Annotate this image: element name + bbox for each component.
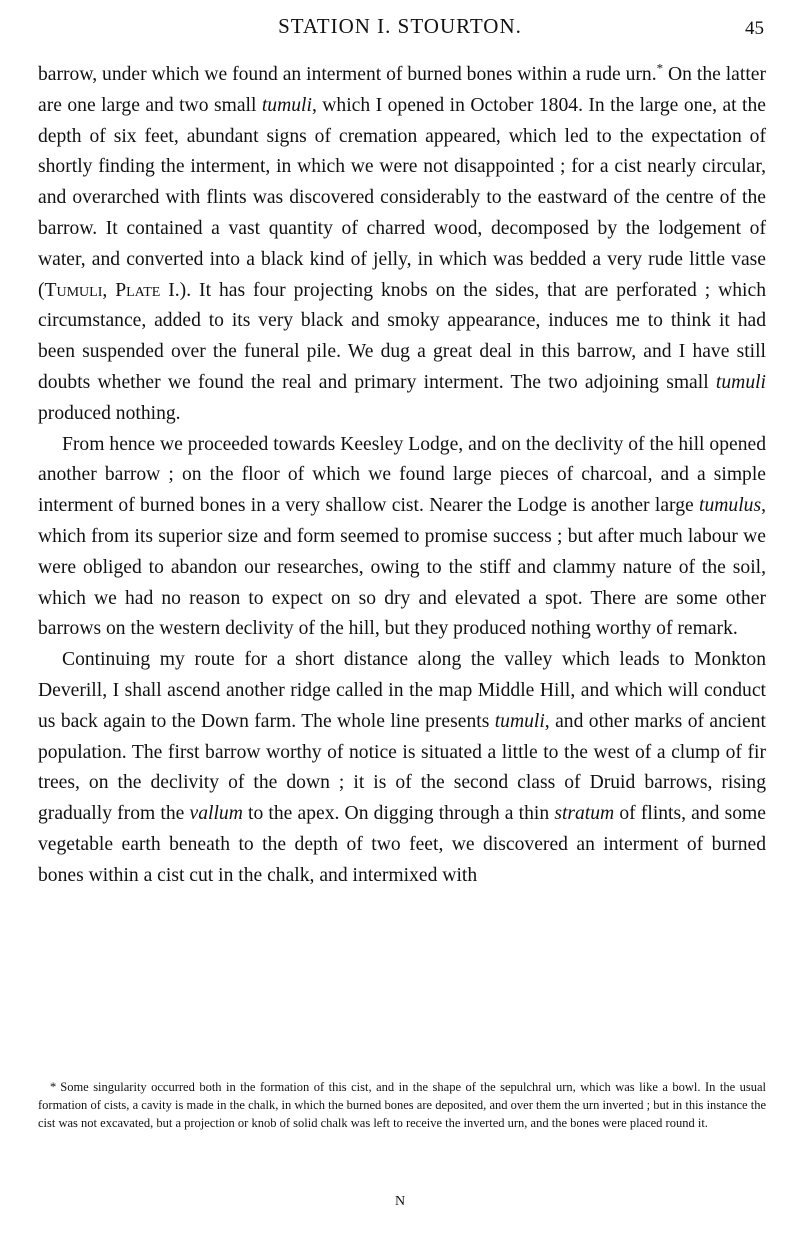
- signature-mark: N: [394, 1194, 406, 1209]
- page-header: [0, 14, 800, 46]
- text-run: barrow, under which we found an interment of burned bones within a rude urn.: [38, 64, 657, 85]
- paragraph: [38, 430, 766, 646]
- footnote-reference: *: [656, 60, 664, 76]
- text-run: , and other marks of ancient population. The first barrow worthy of notice is situated a little to the west of a clump of fir trees, on the declivity of the down ; it is of the second class of Druid barrows, rising gradually from the: [38, 710, 766, 825]
- footnote-marker: *: [50, 1080, 57, 1094]
- text-run: , which from its superior size and form seemed to promise success ; but after much labour we were obliged to abandon our researches, owing to the stiff and clammy nature of the soil, which we had no reason to expect on so dry and elevated a spot. There are some other barrows on the western declivity of the hill, but they produced nothing worthy of remark.: [38, 495, 766, 640]
- italic-term: vallum: [189, 803, 243, 825]
- text-run: to the apex. On digging through a thin: [242, 803, 555, 825]
- italic-term: tumulus: [699, 495, 762, 517]
- footnote-text: Some singularity occurred both in the formation of this cist, and in the shape of the sepulchral urn, which was like a bowl. In the usual formation of cists, a cavity is made in the chalk, in which the burned bones are deposited, and over them the urn inverted ; but in this instance the cist was not excavated, but a projection or knob of solid chalk was left to receive the inverted urn, and the bones were placed round it.: [38, 1080, 766, 1130]
- text-run: of flints, and some vegetable earth beneath to the depth of two feet, we discovered an interment of burned bones within a cist cut in the chalk, and intermixed with: [38, 803, 766, 886]
- italic-term: stratum: [554, 803, 615, 825]
- body-text: [38, 60, 766, 892]
- text-run: , which I opened in October 1804. In the large one, at the depth of six feet, abundant signs of cremation appeared, which led to the expectation of shortly finding the interment, in which we were not disappointed ; for a cist nearly circular, and overarched with flints was discovered considerably to the eastward of the centre of the barrow. It contained a vast quantity of charred wood, decomposed by the lodgement of water, and converted into a black kind of jelly, in which was bedded a very rude little vase (: [38, 94, 766, 301]
- text-run: On the latter are one large and two small: [38, 64, 766, 116]
- paragraph: [38, 60, 766, 430]
- text-run: Continuing my route for a short distance along the valley which leads to Monkton Deverill, I shall ascend another ridge called in the map Middle Hill, and which will conduct us back again to the Down farm. The whole line presents: [38, 649, 766, 732]
- plate-reference: Tumuli, Plate: [44, 279, 161, 301]
- italic-term: tumuli: [261, 94, 312, 116]
- footnote: [38, 1078, 766, 1132]
- page-number: 45: [745, 18, 764, 39]
- italic-term: tumuli: [494, 710, 545, 732]
- text-run: From hence we proceeded towards Keesley Lodge, and on the declivity of the hill opened another barrow ; on the floor of which we found large pieces of charcoal, and a simple interment of burned bones in a very shallow cist. Nearer the Lodge is another large: [38, 433, 766, 517]
- text-run: produced nothing.: [38, 402, 181, 424]
- text-run: I.). It has four projecting knobs on the sides, that are perforated ; which circumstance, added to its very black and smoky appearance, induces me to think it had been suspended over the funeral pile. We dug a great deal in this barrow, and I have still doubts whether we found the real and primary interment. The two adjoining small: [38, 279, 766, 393]
- paragraph: [38, 645, 766, 891]
- running-title: STATION I. STOURTON.: [278, 14, 522, 38]
- italic-term: tumuli: [715, 371, 766, 393]
